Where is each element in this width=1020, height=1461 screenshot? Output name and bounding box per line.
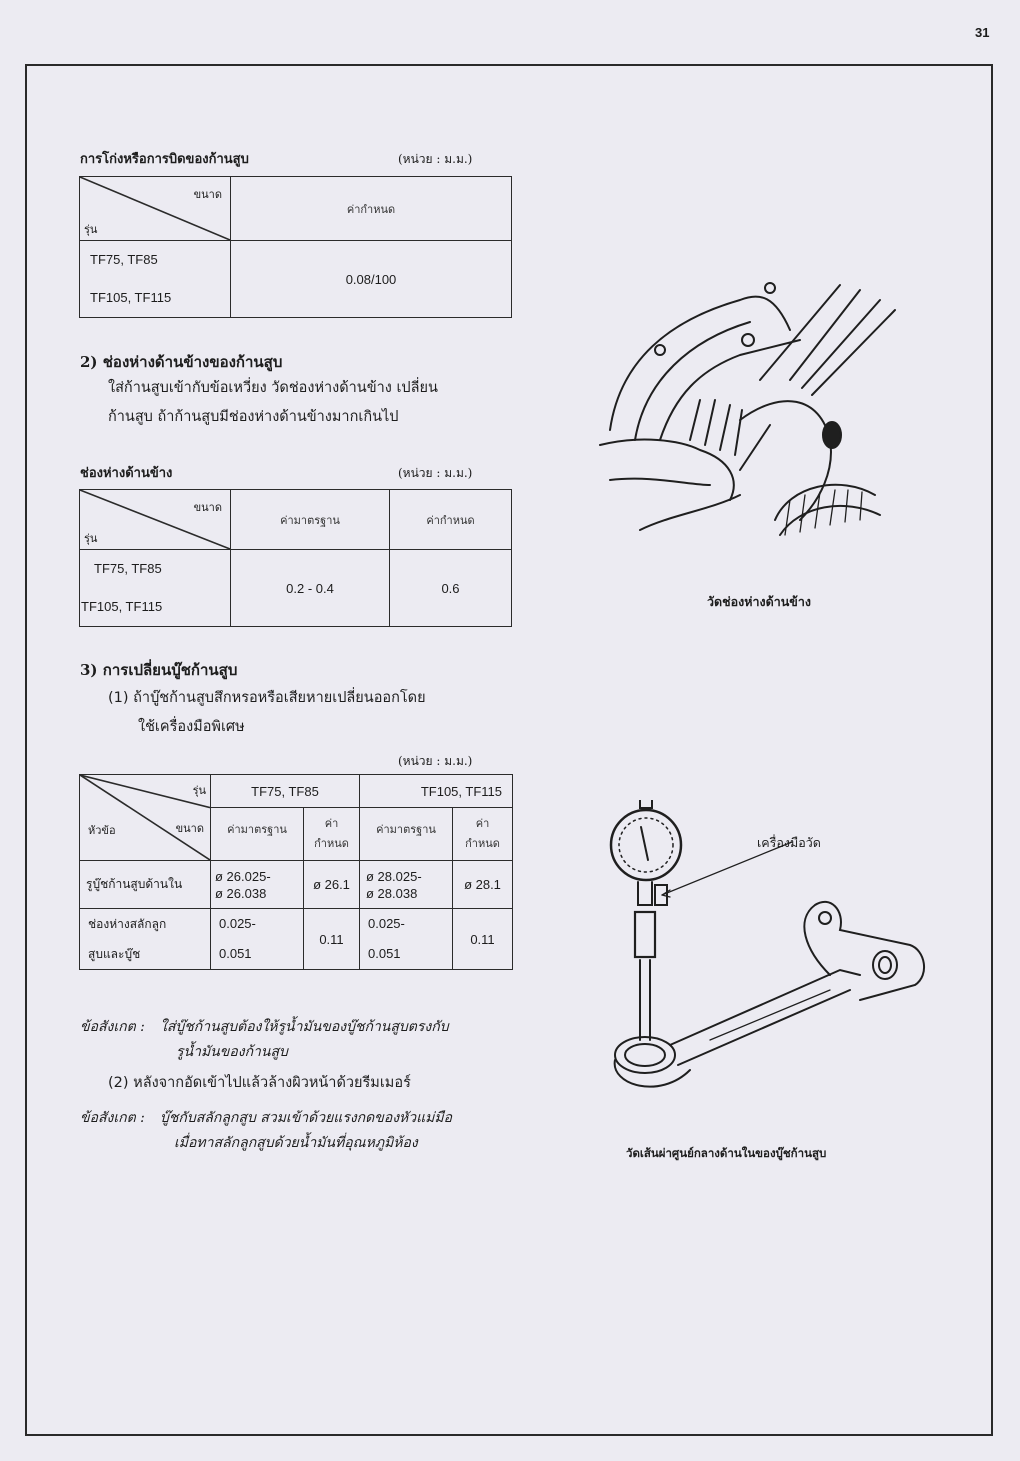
sub-limit-2-line-2: กำหนด — [465, 838, 500, 850]
model-cell — [80, 550, 231, 627]
corner-model-label: รุ่น — [192, 785, 206, 797]
side-clearance-illustration — [590, 270, 920, 560]
note-2-line-1: บู๊ชกับสลักลูกสูบ สวมเข้าด้วยแรงกดของหัวแม่มือ — [160, 1110, 453, 1126]
corner-cell — [80, 177, 231, 241]
header-standard: ค่ามาตรฐาน — [231, 490, 390, 550]
note-1-line-1: ใส่บู๊ชก้านสูบต้องให้รูน้ำมันของบู๊ชก้านสูบตรงกับ — [160, 1019, 449, 1035]
row-g1-standard — [211, 909, 304, 970]
note-1-line-2: รูน้ำมันของก้านสูบ — [176, 1044, 288, 1060]
figure-2-caption: วัดเส้นผ่าศูนย์กลางด้านในของบู๊ชก้านสูบ — [626, 1146, 827, 1160]
value-line: ø 26.038 — [215, 885, 267, 901]
item-line: สูบและบู๊ช — [88, 947, 141, 961]
item-line: ช่องห่างสลักลูก — [88, 917, 167, 931]
bend-table-title: การโก่งหรือการบิดของก้านสูบ — [80, 152, 249, 167]
group-header-1: TF75, TF85 — [211, 775, 360, 808]
table-row — [80, 861, 513, 909]
step-1-line-2: ใช้เครื่องมือพิเศษ — [138, 719, 245, 735]
value-line: 0.025- — [368, 916, 405, 931]
bushing-unit: (หน่วย : ม.ม.) — [398, 754, 473, 768]
figure-1-caption: วัดช่องห่างด้านข้าง — [707, 594, 811, 609]
row-g1-standard — [211, 861, 304, 909]
row-g2-limit: ø 28.1 — [453, 861, 513, 909]
section-3-step-1 — [108, 684, 426, 742]
sub-standard-1: ค่ามาตรฐาน — [211, 808, 304, 861]
row-g2-standard — [360, 909, 453, 970]
model-1: TF75, TF85 — [94, 561, 162, 576]
sub-limit-2-line-1: ค่า — [475, 818, 490, 830]
note-1-text — [160, 1015, 449, 1065]
corner-model-label: รุ่น — [84, 224, 98, 236]
section-2-line-1: ใส่ก้านสูบเข้ากับข้อเหวี่ยง วัดช่องห่างด้านข้าง เปลี่ยน — [108, 380, 438, 396]
section-3-heading: 3) การเปลี่ยนบู๊ชก้านสูบ — [80, 661, 238, 679]
sub-standard-2: ค่ามาตรฐาน — [360, 808, 453, 861]
model-2: TF105, TF115 — [81, 599, 163, 614]
bend-table — [79, 176, 512, 318]
corner-model-label: รุ่น — [84, 533, 98, 545]
side-clearance-table — [79, 489, 512, 627]
row-item: รูบู๊ชก้านสูบด้านใน — [80, 861, 211, 909]
value-line: ø 28.038 — [366, 885, 418, 901]
bend-unit: (หน่วย : ม.ม.) — [398, 152, 473, 166]
sub-limit-1-line-1: ค่า — [324, 818, 339, 830]
note-1-label: ข้อสังเกต : — [80, 1019, 145, 1035]
standard-value: 0.2 - 0.4 — [231, 550, 390, 627]
diagonal-lines — [80, 775, 210, 860]
corner-cell — [80, 490, 231, 550]
corner-size-label: ขนาด — [193, 189, 222, 201]
corner-size-label: ขนาด — [193, 502, 222, 514]
section-2-line-2: ก้านสูบ ถ้าก้านสูบมีช่องห่างด้านข้างมากเกินไป — [108, 409, 399, 425]
section-2-heading: 2) ช่องห่างด้านข้างของก้านสูบ — [80, 353, 283, 371]
gauge-callout-label: เครื่องมือวัด — [757, 835, 821, 850]
bushing-table — [79, 774, 513, 970]
section-3-step-2: (2) หลังจากอัดเข้าไปแล้วล้างผิวหน้าด้วยรีมเมอร์ — [108, 1075, 411, 1091]
limit-value: 0.08/100 — [231, 241, 512, 318]
corner-item-label: หัวข้อ — [88, 825, 116, 837]
value-line: ø 26.025- — [215, 868, 271, 884]
sub-limit-1 — [304, 808, 360, 861]
value-line: ø 28.025- — [366, 868, 422, 884]
page-number: 31 — [975, 25, 990, 40]
row-g2-standard — [360, 861, 453, 909]
sub-limit-2 — [453, 808, 513, 861]
side-clearance-title: ช่องห่างด้านข้าง — [80, 466, 173, 481]
sub-limit-1-line-2: กำหนด — [314, 838, 349, 850]
limit-value: 0.6 — [390, 550, 512, 627]
section-2-text — [108, 374, 438, 432]
side-clearance-unit: (หน่วย : ม.ม.) — [398, 466, 473, 480]
value-line: 0.025- — [219, 916, 256, 931]
table-row — [80, 909, 513, 970]
row-g2-limit: 0.11 — [453, 909, 513, 970]
model-cell — [80, 241, 231, 318]
model-1: TF75, TF85 — [90, 252, 158, 267]
note-2-text — [160, 1106, 452, 1156]
step-1-line-1: (1) ถ้าบู๊ชก้านสูบสึกหรอหรือเสียหายเปลี่ยนออกโดย — [108, 690, 426, 706]
row-g1-limit: ø 26.1 — [304, 861, 360, 909]
group-header-2: TF105, TF115 — [360, 775, 513, 808]
model-2: TF105, TF115 — [90, 290, 172, 305]
header-limit: ค่ากำหนด — [390, 490, 512, 550]
corner-size-label: ขนาด — [175, 823, 204, 835]
row-item — [80, 909, 211, 970]
header-limit: ค่ากำหนด — [231, 177, 512, 241]
value-line: 0.051 — [219, 946, 252, 961]
note-2-line-2: เมื่อทาสลักลูกสูบด้วยน้ำมันที่อุณหภูมิห้อง — [174, 1135, 418, 1151]
value-line: 0.051 — [368, 946, 401, 961]
corner-cell — [80, 775, 211, 861]
note-2-label: ข้อสังเกต : — [80, 1110, 145, 1126]
row-g1-limit: 0.11 — [304, 909, 360, 970]
